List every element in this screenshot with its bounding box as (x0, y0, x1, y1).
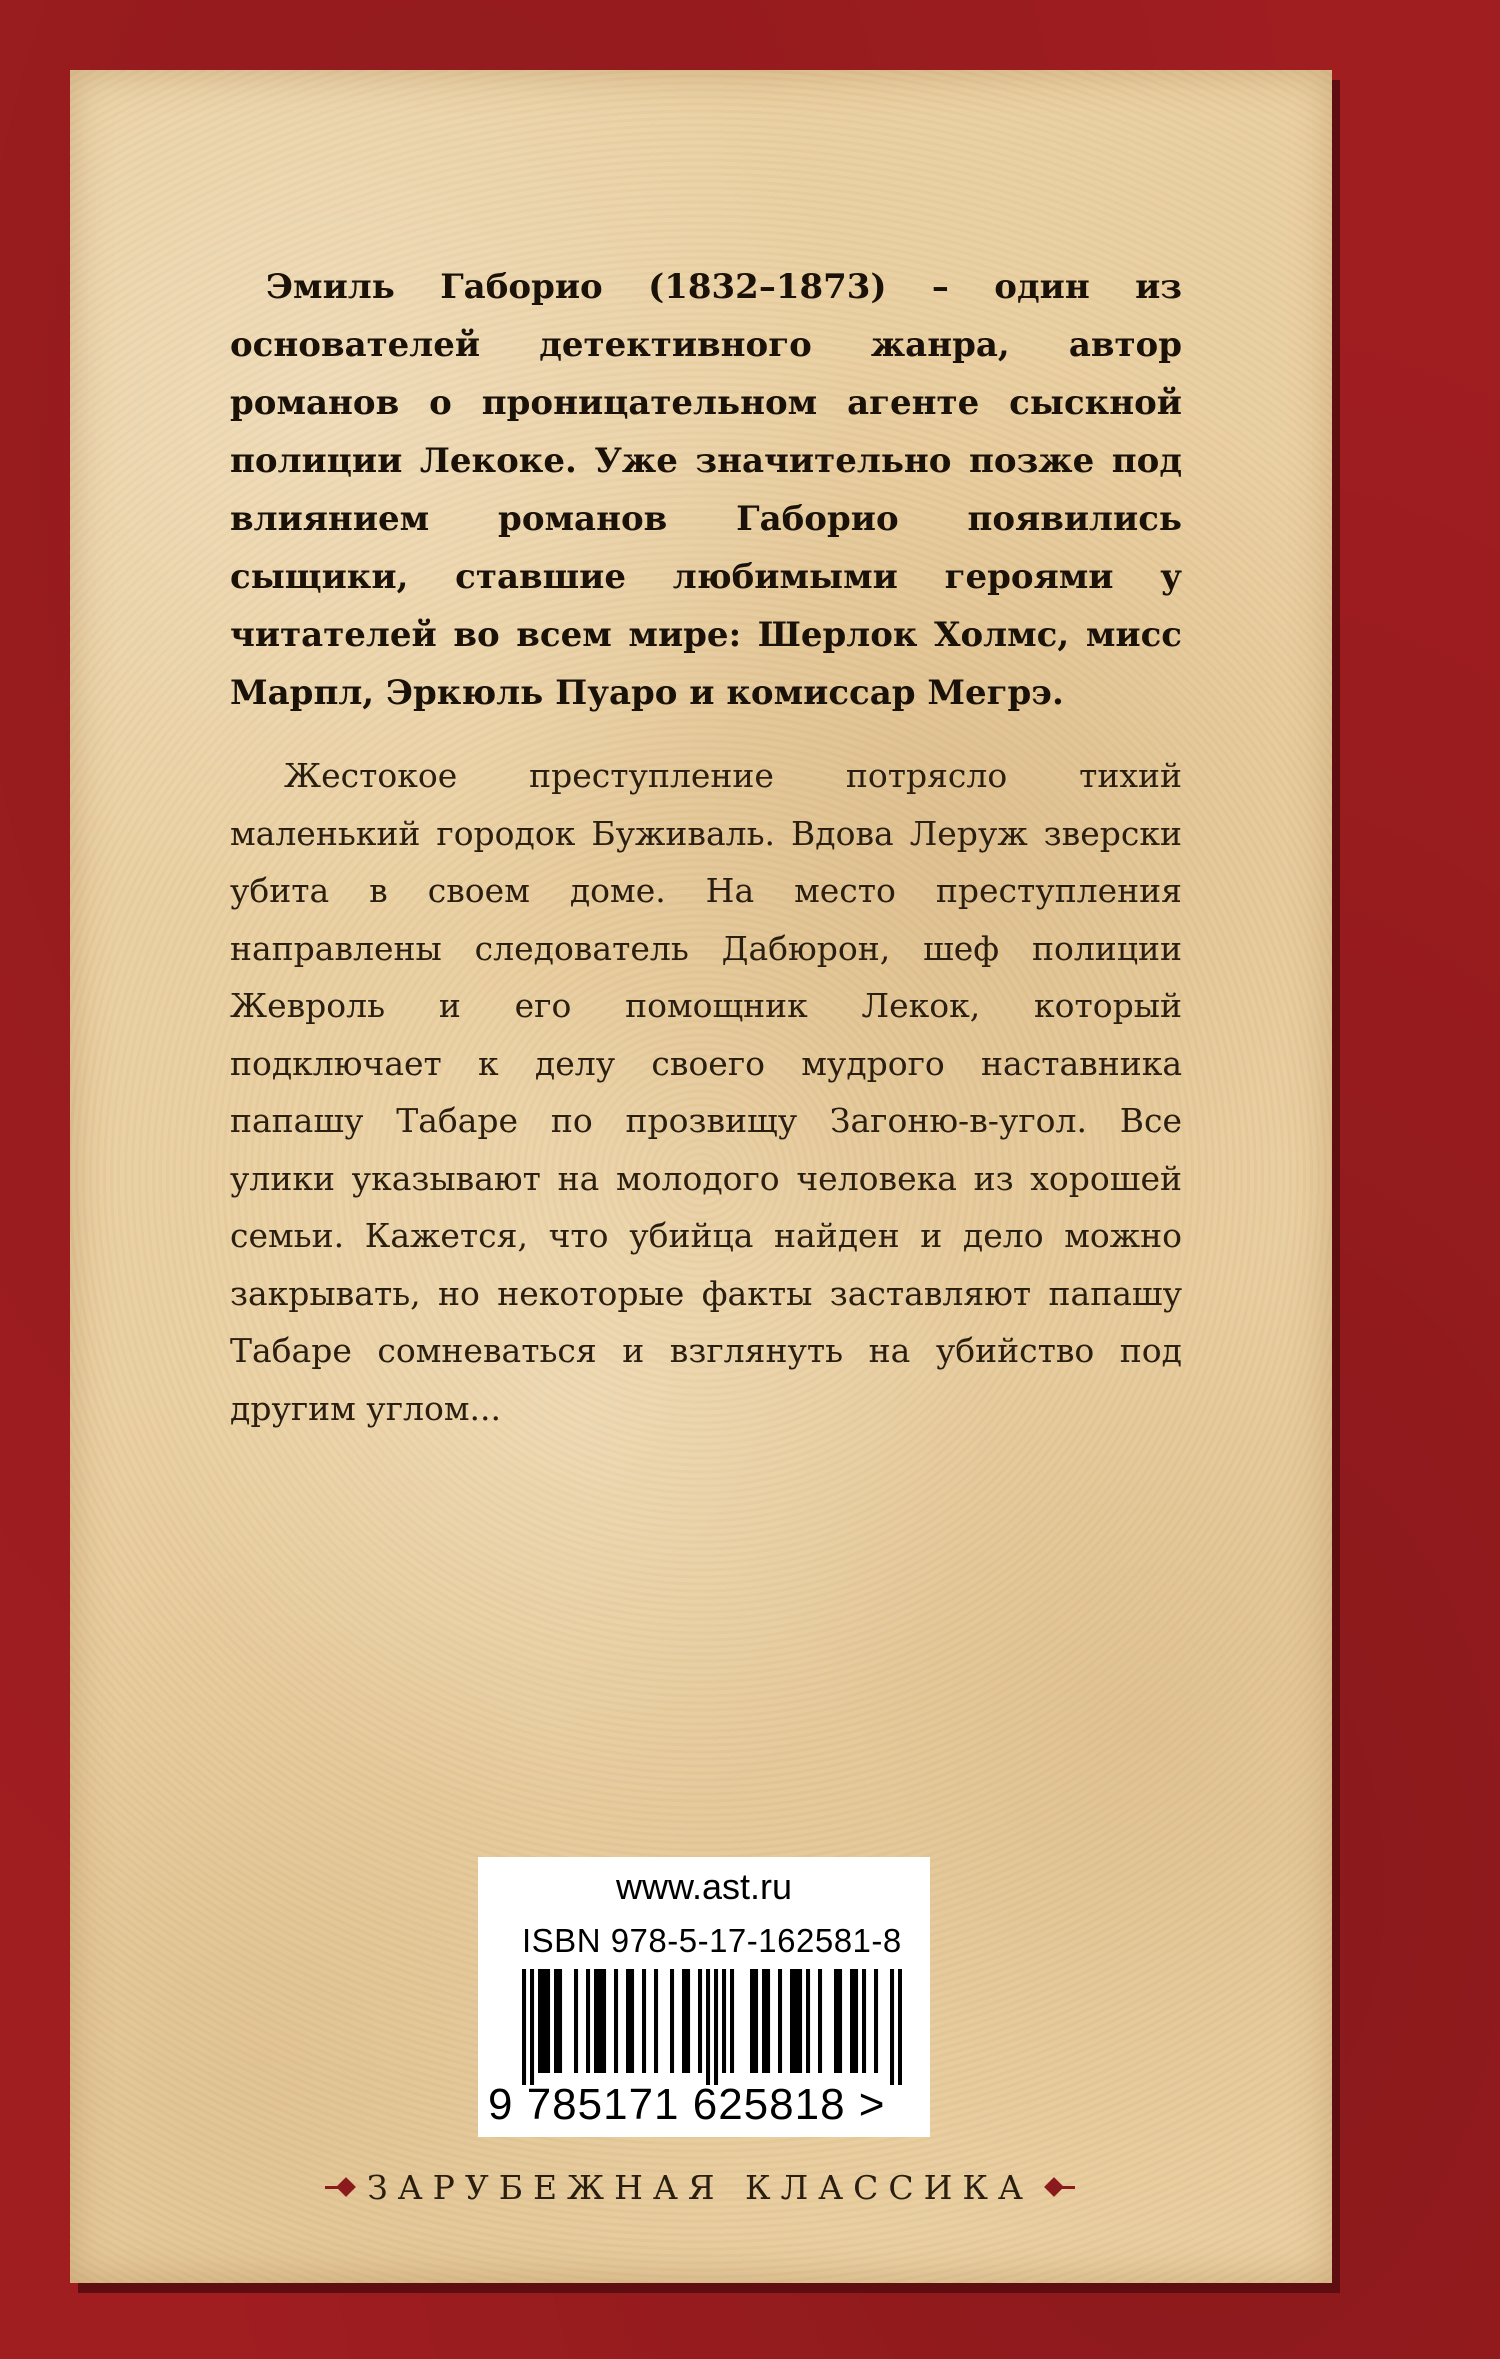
series-title: ЗАРУБЕЖНАЯ КЛАССИКА (367, 2167, 1033, 2207)
barcode-bar (626, 1969, 630, 2073)
barcode-bar (754, 1969, 758, 2073)
book-blurb: Жестокое преступление потрясло тихий маленький городок Буживаль. Вдова Леруж зверски убита в своем доме. На место преступления направлены следователь Дабюрон, шеф полиции Жевроль и его помощник Лекок, который подключает к делу своего мудрого наставника папашу Табаре по прозвищу Загоню-в-угол. Все улики указывают на молодого человека из хорошей семьи. Кажется, что убийца найден и дело можно закрывать, но некоторые факты заставляют папашу Табаре сомневаться и взглянуть на убийство под другим углом... (230, 756, 1182, 1428)
barcode-bar (778, 1969, 782, 2073)
barcode-bar (538, 1969, 542, 2073)
ornament-right-diamond (1044, 2177, 1064, 2197)
barcode-bar (790, 1969, 794, 2073)
barcode-bar (818, 1969, 822, 2073)
barcode-bar (558, 1969, 562, 2073)
barcode-bar (642, 1969, 646, 2073)
barcode-bar (854, 1969, 858, 2073)
barcode-bar (542, 1969, 546, 2073)
barcode-bar (594, 1969, 598, 2073)
barcode-bar (614, 1969, 618, 2073)
barcode-bar (574, 1969, 578, 2073)
barcode-bar (766, 1969, 770, 2073)
barcode-bar (682, 1969, 686, 2073)
series-banner (260, 2162, 1140, 2212)
barcode-bar (730, 1969, 734, 2073)
barcode-bar (898, 1969, 902, 2085)
barcode-bar (750, 1969, 754, 2073)
barcode-bar (794, 1969, 798, 2073)
barcode-bar (698, 1969, 702, 2073)
barcode-bar (890, 1969, 894, 2085)
barcode-box (478, 1857, 930, 2137)
barcode-bar (686, 1969, 690, 2073)
barcode-bar (706, 1969, 710, 2085)
barcode-bar (554, 1969, 558, 2073)
isbn-number: ISBN 978-5-17-162581-8 (522, 1922, 902, 1959)
barcode-bar (602, 1969, 606, 2073)
publisher-website: www.ast.ru (615, 1866, 793, 1907)
barcode-bar (874, 1969, 878, 2073)
barcode-bar (714, 1969, 718, 2085)
ornament-left-diamond (336, 2177, 356, 2197)
barcode-bar (838, 1969, 842, 2073)
barcode-bar (798, 1969, 802, 2073)
barcode-bar (654, 1969, 658, 2073)
barcode-bar (586, 1969, 590, 2073)
author-description: Эмиль Габорио (1832–1873) – один из основателей детективного жанра, автор романов о проницательном агенте сыскной полиции Лекоке. Уже значительно позже под влиянием романов Габорио появились сыщики, ставшие любимыми героями у читателей во всем мире: Шерлок Холмс, мисс Марпл, Эркюль Пуаро и комиссар Мегрэ. (230, 267, 1182, 713)
barcode-bar (834, 1969, 838, 2073)
barcode-bar (806, 1969, 810, 2073)
barcode-bar (546, 1969, 550, 2073)
barcode-bar (630, 1969, 634, 2073)
barcode-bar (670, 1969, 674, 2073)
barcode-bar (522, 1969, 526, 2085)
barcode-bar (862, 1969, 866, 2073)
barcode-image (522, 1969, 902, 2085)
barcode-bar (762, 1969, 766, 2073)
barcode-bar (722, 1969, 726, 2073)
barcode-bar (598, 1969, 602, 2073)
barcode-bar (850, 1969, 854, 2073)
ean-digits: 9 785171 625818 > (488, 2080, 886, 2129)
barcode-bar (530, 1969, 534, 2085)
